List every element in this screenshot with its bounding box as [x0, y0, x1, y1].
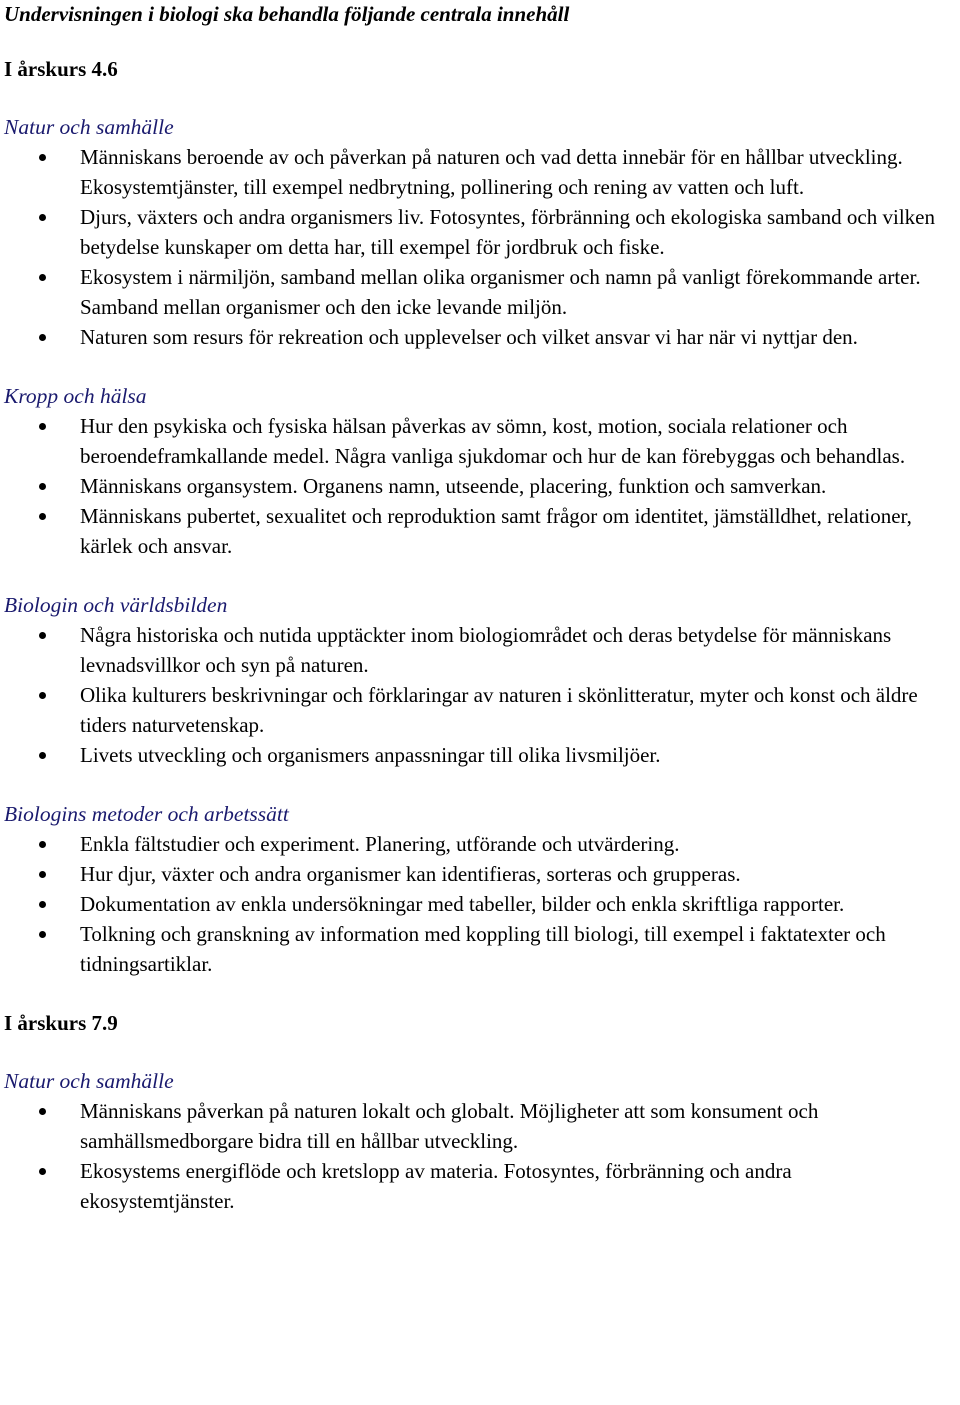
- list-item: Ekosystems energiflöde och kretslopp av materia. Fotosyntes, förbränning och andra ekosystemtjänster.: [4, 1156, 960, 1216]
- section-heading-kropp-och-halsa: Kropp och hälsa: [4, 384, 147, 408]
- bullet-icon: [39, 423, 46, 430]
- bullet-icon: [39, 154, 46, 161]
- bullet-list: [4, 620, 960, 770]
- bullet-icon: [39, 632, 46, 639]
- list-item: Naturen som resurs för rekreation och upplevelser och vilket ansvar vi har när vi nyttjar den.: [4, 322, 960, 352]
- bullet-icon: [39, 692, 46, 699]
- list-item: Djurs, växters och andra organismers liv. Fotosyntes, förbränning och ekologiska samband och vilken betydelse kunskaper om detta har, till exempel för jordbruk och fiske.: [4, 202, 960, 262]
- bullet-icon: [39, 334, 46, 341]
- list-item: Människans påverkan på naturen lokalt och globalt. Möjligheter att som konsument och samhällsmedborgare bidra till en hållbar utveckling.: [4, 1096, 960, 1156]
- list-item: Människans beroende av och påverkan på naturen och vad detta innebär för en hållbar utveckling. Ekosystemtjänster, till exempel nedbrytning, pollinering och rening av vatten och luft.: [4, 142, 960, 202]
- bullet-icon: [39, 274, 46, 281]
- bullet-icon: [39, 901, 46, 908]
- section-heading-biologins-metoder: Biologins metoder och arbetssätt: [4, 802, 289, 826]
- bullet-icon: [39, 871, 46, 878]
- section-heading-biologin-och-varldsbilden: Biologin och världsbilden: [4, 593, 228, 617]
- bullet-icon: [39, 1168, 46, 1175]
- bullet-icon: [39, 1108, 46, 1115]
- grade-heading-4-6: I årskurs 4.6: [4, 57, 118, 81]
- bullet-icon: [39, 214, 46, 221]
- list-item: Dokumentation av enkla undersökningar med tabeller, bilder och enkla skriftliga rapporter.: [4, 889, 960, 919]
- list-item: Ekosystem i närmiljön, samband mellan olika organismer och namn på vanligt förekommande arter. Samband mellan organismer och den icke levande miljön.: [4, 262, 960, 322]
- bullet-list: [4, 142, 960, 352]
- list-item: Människans organsystem. Organens namn, utseende, placering, funktion och samverkan.: [4, 471, 960, 501]
- grade-heading-7-9: I årskurs 7.9: [4, 1011, 118, 1035]
- bullet-icon: [39, 752, 46, 759]
- list-item: Hur djur, växter och andra organismer kan identifieras, sorteras och grupperas.: [4, 859, 960, 889]
- bullet-icon: [39, 841, 46, 848]
- bullet-list: [4, 411, 960, 561]
- bullet-list: [4, 829, 960, 979]
- list-item: Enkla fältstudier och experiment. Planering, utförande och utvärdering.: [4, 829, 960, 859]
- bullet-icon: [39, 513, 46, 520]
- section-heading-natur-och-samhalle: Natur och samhälle: [4, 115, 174, 139]
- list-item: Tolkning och granskning av information med koppling till biologi, till exempel i faktatexter och tidningsartiklar.: [4, 919, 960, 979]
- document-title: Undervisningen i biologi ska behandla följande centrala innehåll: [4, 2, 570, 26]
- list-item: Livets utveckling och organismers anpassningar till olika livsmiljöer.: [4, 740, 960, 770]
- section-heading-natur-och-samhalle-7-9: Natur och samhälle: [4, 1069, 174, 1093]
- bullet-list: [4, 1096, 960, 1216]
- list-item: Olika kulturers beskrivningar och förklaringar av naturen i skönlitteratur, myter och konst och äldre tiders naturvetenskap.: [4, 680, 960, 740]
- list-item: Människans pubertet, sexualitet och reproduktion samt frågor om identitet, jämställdhet, relationer, kärlek och ansvar.: [4, 501, 960, 561]
- bullet-icon: [39, 931, 46, 938]
- list-item: Hur den psykiska och fysiska hälsan påverkas av sömn, kost, motion, sociala relationer och beroendeframkallande medel. Några vanliga sjukdomar och hur de kan förebyggas och behandlas.: [4, 411, 960, 471]
- list-item: Några historiska och nutida upptäckter inom biologiområdet och deras betydelse för människans levnadsvillkor och syn på naturen.: [4, 620, 960, 680]
- bullet-icon: [39, 483, 46, 490]
